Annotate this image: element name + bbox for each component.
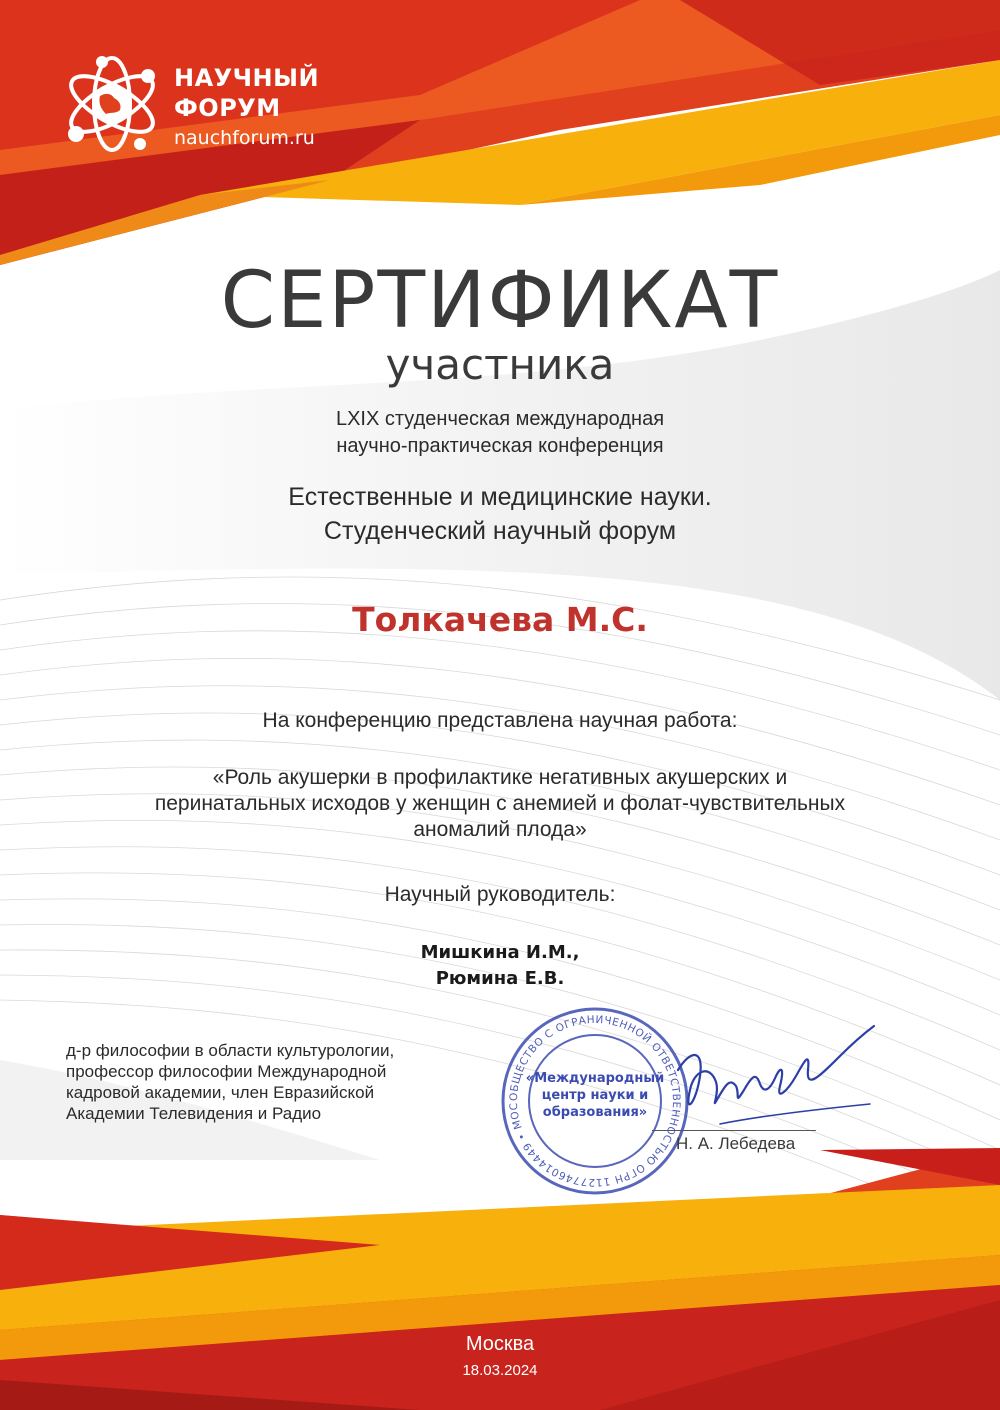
signatory-credentials (66, 1040, 506, 1124)
stamp-ring-text: ОБЩЕСТВО С ОГРАНИЧЕННОЙ ОТВЕТСТВЕНН СТЬЮ ОГРН 1127746014449 • МОС (507, 1013, 683, 1189)
logo-title-line1: НАУЧНЫЙ (174, 64, 320, 92)
conference-section (50, 480, 950, 548)
signatory-line4: Академии Телевидения и Радио (66, 1104, 322, 1123)
certificate-title: СЕРТИФИКАТ (220, 256, 780, 346)
footer-date: 18.03.2024 (462, 1362, 538, 1379)
supervisor-label: Научный руководитель: (384, 883, 616, 906)
signatory-name: Н. А. Лебедева (676, 1134, 796, 1153)
stamp-line1: «Международный (525, 1071, 665, 1086)
logo-title-line2: ФОРУМ (174, 94, 281, 122)
logo-site-url[interactable]: nauchforum.ru (174, 127, 315, 149)
participant-name: Толкачева М.С. (352, 600, 648, 639)
footer-city: Москва (465, 1333, 535, 1355)
conference-name (50, 406, 950, 460)
work-title (60, 765, 940, 843)
handwritten-signature (660, 1020, 880, 1140)
supervisor-2: Рюмина Е.В. (435, 968, 565, 989)
conference-line1: LXIX студенческая международная (335, 408, 665, 430)
section-line2: Студенческий научный форум (323, 517, 677, 545)
atom-globe-icon (62, 52, 162, 156)
signatory-line2: профессор философии Международной (66, 1062, 387, 1081)
signatory-line1: д-р философии в области культурологии, (66, 1041, 395, 1060)
stamp-line3: образования» (542, 1105, 648, 1120)
supervisor-1: Мишкина И.М., (420, 942, 580, 963)
certificate-subtitle: участника (385, 340, 615, 389)
work-title-line3: аномалий плода» (413, 818, 587, 841)
stamp-line2: центр науки и (541, 1088, 649, 1103)
nauchforum-logo[interactable] (62, 52, 342, 162)
work-intro: На конференцию представлена научная работа: (262, 709, 738, 732)
work-title-line2: перинатальных исходов у женщин с анемией и фолат-чувствительных (154, 792, 846, 815)
conference-line2: научно-практическая конференция (336, 435, 664, 457)
section-line1: Естественные и медицинские науки. (288, 483, 712, 511)
signatory-line3: кадровой академии, член Евразийской (66, 1083, 375, 1102)
supervisor-names (50, 940, 950, 992)
work-title-line1: «Роль акушерки в профилактике негативных акушерских и (212, 766, 788, 789)
